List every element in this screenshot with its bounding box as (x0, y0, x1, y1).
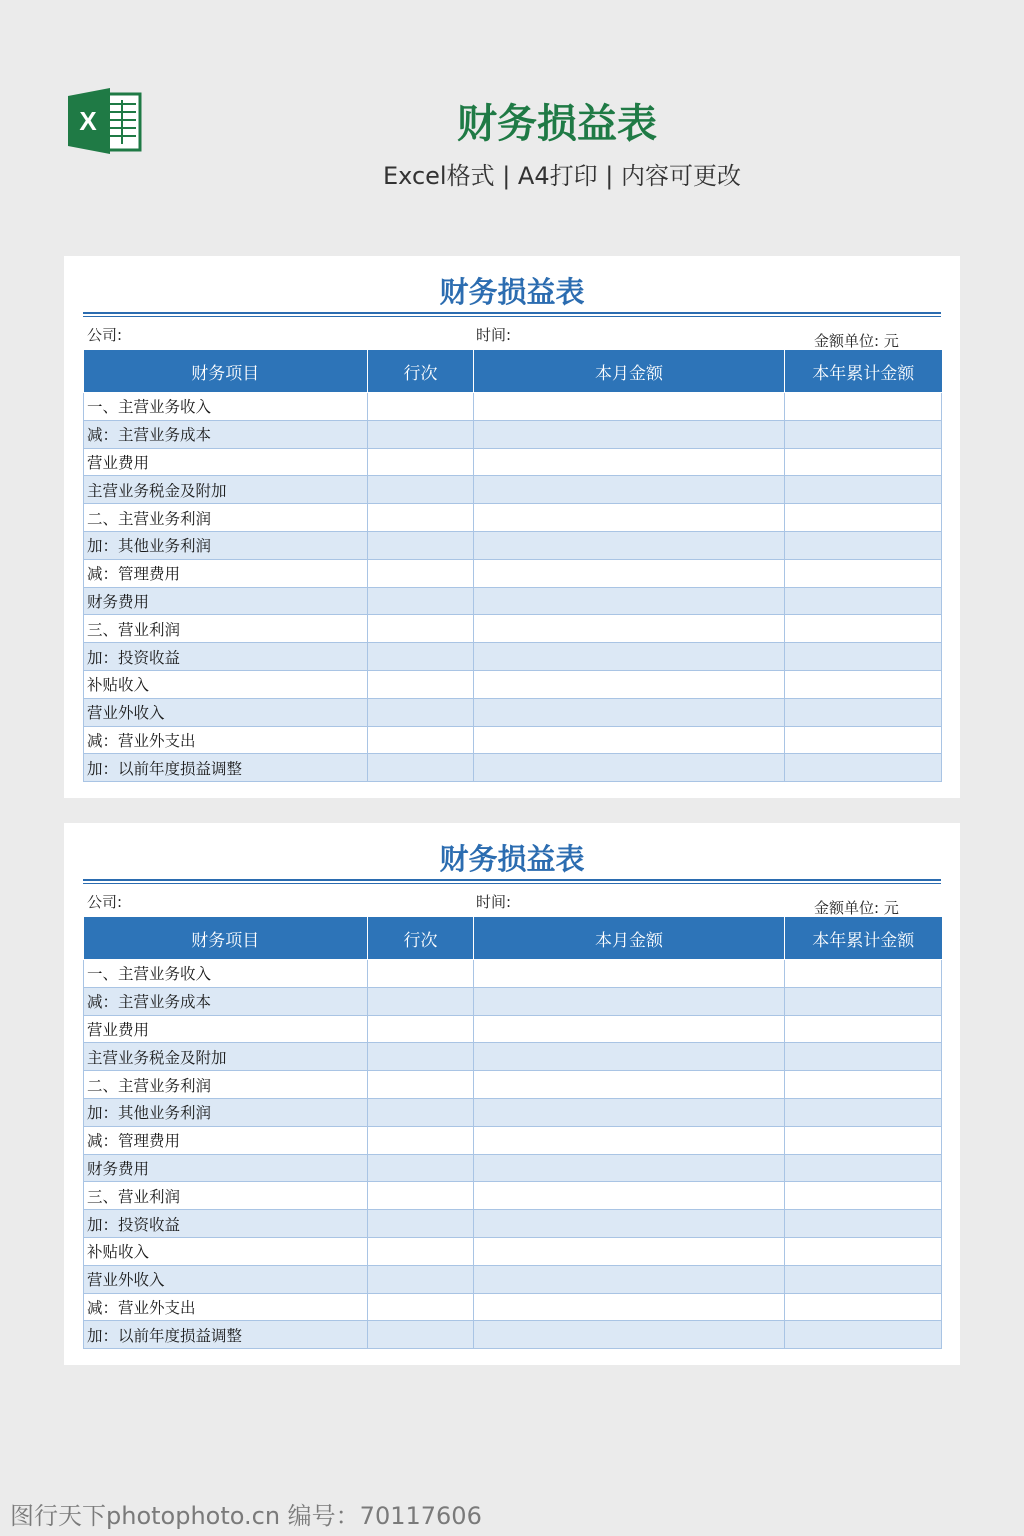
row-line-cell[interactable] (368, 615, 474, 643)
row-item-label: 加：投资收益 (84, 1210, 368, 1238)
table-row (84, 1237, 942, 1265)
page-title: 财务损益表 (457, 101, 657, 147)
table-row (84, 476, 942, 504)
row-ytd-cell[interactable] (785, 1126, 942, 1154)
table-row (84, 1154, 942, 1182)
row-ytd-cell[interactable] (785, 698, 942, 726)
row-month-cell[interactable] (474, 643, 785, 671)
col-header-line: 行次 (368, 917, 474, 960)
table-row (84, 448, 942, 476)
table-row (84, 615, 942, 643)
row-month-cell[interactable] (474, 531, 785, 559)
row-line-cell[interactable] (368, 1126, 474, 1154)
col-header-month: 本月金额 (474, 917, 785, 960)
col-header-item: 财务项目 (84, 350, 368, 393)
unit-label: 金额单位: 元 (814, 332, 899, 350)
row-line-cell[interactable] (368, 504, 474, 532)
row-item-label: 一、主营业务收入 (84, 393, 368, 421)
income-table (83, 350, 942, 782)
table-row (84, 987, 942, 1015)
income-table (83, 917, 942, 1349)
row-line-cell[interactable] (368, 587, 474, 615)
row-item-label: 三、营业利润 (84, 1182, 368, 1210)
company-label: 公司: (87, 893, 123, 911)
row-item-label: 二、主营业务利润 (84, 504, 368, 532)
row-ytd-cell[interactable] (785, 1210, 942, 1238)
row-month-cell[interactable] (474, 1043, 785, 1071)
row-line-cell[interactable] (368, 1098, 474, 1126)
table-row (84, 1210, 942, 1238)
table-row (84, 393, 942, 421)
table-row (84, 960, 942, 988)
row-month-cell[interactable] (474, 393, 785, 421)
company-label: 公司: (87, 326, 123, 344)
table-row (84, 559, 942, 587)
row-ytd-cell[interactable] (785, 420, 942, 448)
row-line-cell[interactable] (368, 448, 474, 476)
row-item-label: 主营业务税金及附加 (84, 1043, 368, 1071)
col-header-month: 本月金额 (474, 350, 785, 393)
col-header-line: 行次 (368, 350, 474, 393)
row-month-cell[interactable] (474, 420, 785, 448)
row-item-label: 减：营业外支出 (84, 726, 368, 754)
watermark: 图行天下photophoto.cn 编号：70117606 (10, 1502, 482, 1530)
sheet-card-2 (64, 823, 960, 1365)
row-month-cell[interactable] (474, 1237, 785, 1265)
row-line-cell[interactable] (368, 754, 474, 782)
table-row (84, 587, 942, 615)
col-header-ytd: 本年累计金额 (785, 917, 942, 960)
row-ytd-cell[interactable] (785, 726, 942, 754)
table-row (84, 420, 942, 448)
title-divider (83, 879, 941, 881)
row-month-cell[interactable] (474, 1015, 785, 1043)
time-label: 时间: (476, 893, 512, 911)
row-item-label: 加：其他业务利润 (84, 531, 368, 559)
row-item-label: 营业费用 (84, 1015, 368, 1043)
row-item-label: 减：主营业务成本 (84, 420, 368, 448)
row-line-cell[interactable] (368, 1043, 474, 1071)
row-item-label: 三、营业利润 (84, 615, 368, 643)
row-ytd-cell[interactable] (785, 587, 942, 615)
row-ytd-cell[interactable] (785, 1265, 942, 1293)
row-line-cell[interactable] (368, 476, 474, 504)
row-ytd-cell[interactable] (785, 1015, 942, 1043)
row-line-cell[interactable] (368, 1154, 474, 1182)
sheet-title: 财务损益表 (439, 842, 585, 876)
row-ytd-cell[interactable] (785, 960, 942, 988)
row-ytd-cell[interactable] (785, 1154, 942, 1182)
row-month-cell[interactable] (474, 559, 785, 587)
time-label: 时间: (476, 326, 512, 344)
row-item-label: 减：营业外支出 (84, 1293, 368, 1321)
table-row (84, 1293, 942, 1321)
row-month-cell[interactable] (474, 1071, 785, 1099)
table-row (84, 698, 942, 726)
row-month-cell[interactable] (474, 1098, 785, 1126)
row-month-cell[interactable] (474, 1265, 785, 1293)
row-ytd-cell[interactable] (785, 448, 942, 476)
row-ytd-cell[interactable] (785, 1237, 942, 1265)
row-item-label: 加：以前年度损益调整 (84, 1321, 368, 1349)
row-line-cell[interactable] (368, 698, 474, 726)
row-month-cell[interactable] (474, 1210, 785, 1238)
row-item-label: 一、主营业务收入 (84, 960, 368, 988)
table-row (84, 1126, 942, 1154)
row-line-cell[interactable] (368, 643, 474, 671)
table-row (84, 1015, 942, 1043)
row-item-label: 财务费用 (84, 587, 368, 615)
row-item-label: 营业外收入 (84, 698, 368, 726)
row-month-cell[interactable] (474, 960, 785, 988)
row-item-label: 减：管理费用 (84, 559, 368, 587)
row-ytd-cell[interactable] (785, 987, 942, 1015)
row-month-cell[interactable] (474, 1154, 785, 1182)
row-ytd-cell[interactable] (785, 531, 942, 559)
row-line-cell[interactable] (368, 1071, 474, 1099)
row-month-cell[interactable] (474, 587, 785, 615)
row-item-label: 加：其他业务利润 (84, 1098, 368, 1126)
row-ytd-cell[interactable] (785, 643, 942, 671)
row-ytd-cell[interactable] (785, 1071, 942, 1099)
row-item-label: 加：以前年度损益调整 (84, 754, 368, 782)
sheet-card-1 (64, 256, 960, 798)
row-line-cell[interactable] (368, 1015, 474, 1043)
row-item-label: 补贴收入 (84, 670, 368, 698)
row-line-cell[interactable] (368, 987, 474, 1015)
row-month-cell[interactable] (474, 1321, 785, 1349)
row-month-cell[interactable] (474, 987, 785, 1015)
page-subtitle: Excel格式 | A4打印 | 内容可更改 (383, 162, 741, 190)
table-row (84, 754, 942, 782)
row-line-cell[interactable] (368, 1293, 474, 1321)
row-line-cell[interactable] (368, 960, 474, 988)
row-line-cell[interactable] (368, 531, 474, 559)
row-month-cell[interactable] (474, 504, 785, 532)
row-month-cell[interactable] (474, 1293, 785, 1321)
row-month-cell[interactable] (474, 754, 785, 782)
row-line-cell[interactable] (368, 393, 474, 421)
row-line-cell[interactable] (368, 1237, 474, 1265)
row-month-cell[interactable] (474, 448, 785, 476)
row-ytd-cell[interactable] (785, 1043, 942, 1071)
row-line-cell[interactable] (368, 559, 474, 587)
row-ytd-cell[interactable] (785, 504, 942, 532)
row-item-label: 主营业务税金及附加 (84, 476, 368, 504)
row-item-label: 加：投资收益 (84, 643, 368, 671)
row-item-label: 减：管理费用 (84, 1126, 368, 1154)
row-ytd-cell[interactable] (785, 1182, 942, 1210)
sheet-title: 财务损益表 (439, 275, 585, 309)
row-ytd-cell[interactable] (785, 476, 942, 504)
row-month-cell[interactable] (474, 698, 785, 726)
row-item-label: 减：主营业务成本 (84, 987, 368, 1015)
row-item-label: 二、主营业务利润 (84, 1071, 368, 1099)
table-row (84, 1182, 942, 1210)
row-item-label: 营业外收入 (84, 1265, 368, 1293)
row-item-label: 补贴收入 (84, 1237, 368, 1265)
row-ytd-cell[interactable] (785, 559, 942, 587)
row-ytd-cell[interactable] (785, 615, 942, 643)
row-ytd-cell[interactable] (785, 670, 942, 698)
row-line-cell[interactable] (368, 726, 474, 754)
col-header-item: 财务项目 (84, 917, 368, 960)
table-row (84, 504, 942, 532)
row-item-label: 财务费用 (84, 1154, 368, 1182)
row-line-cell[interactable] (368, 1182, 474, 1210)
row-ytd-cell[interactable] (785, 1098, 942, 1126)
row-line-cell[interactable] (368, 1321, 474, 1349)
table-row (84, 1321, 942, 1349)
row-ytd-cell[interactable] (785, 1293, 942, 1321)
table-row (84, 531, 942, 559)
row-ytd-cell[interactable] (785, 754, 942, 782)
row-month-cell[interactable] (474, 670, 785, 698)
table-row (84, 1043, 942, 1071)
row-month-cell[interactable] (474, 476, 785, 504)
row-ytd-cell[interactable] (785, 393, 942, 421)
table-row (84, 1098, 942, 1126)
table-row (84, 726, 942, 754)
row-line-cell[interactable] (368, 1210, 474, 1238)
row-month-cell[interactable] (474, 726, 785, 754)
table-row (84, 670, 942, 698)
row-line-cell[interactable] (368, 420, 474, 448)
col-header-ytd: 本年累计金额 (785, 350, 942, 393)
row-month-cell[interactable] (474, 615, 785, 643)
row-month-cell[interactable] (474, 1182, 785, 1210)
table-row (84, 1071, 942, 1099)
unit-label: 金额单位: 元 (814, 899, 899, 917)
title-divider (83, 312, 941, 314)
excel-logo-letter: X (79, 106, 97, 136)
table-row (84, 643, 942, 671)
row-month-cell[interactable] (474, 1126, 785, 1154)
table-row (84, 1265, 942, 1293)
title-divider-thin (83, 883, 941, 884)
row-item-label: 营业费用 (84, 448, 368, 476)
title-divider-thin (83, 316, 941, 317)
row-line-cell[interactable] (368, 670, 474, 698)
row-line-cell[interactable] (368, 1265, 474, 1293)
row-ytd-cell[interactable] (785, 1321, 942, 1349)
